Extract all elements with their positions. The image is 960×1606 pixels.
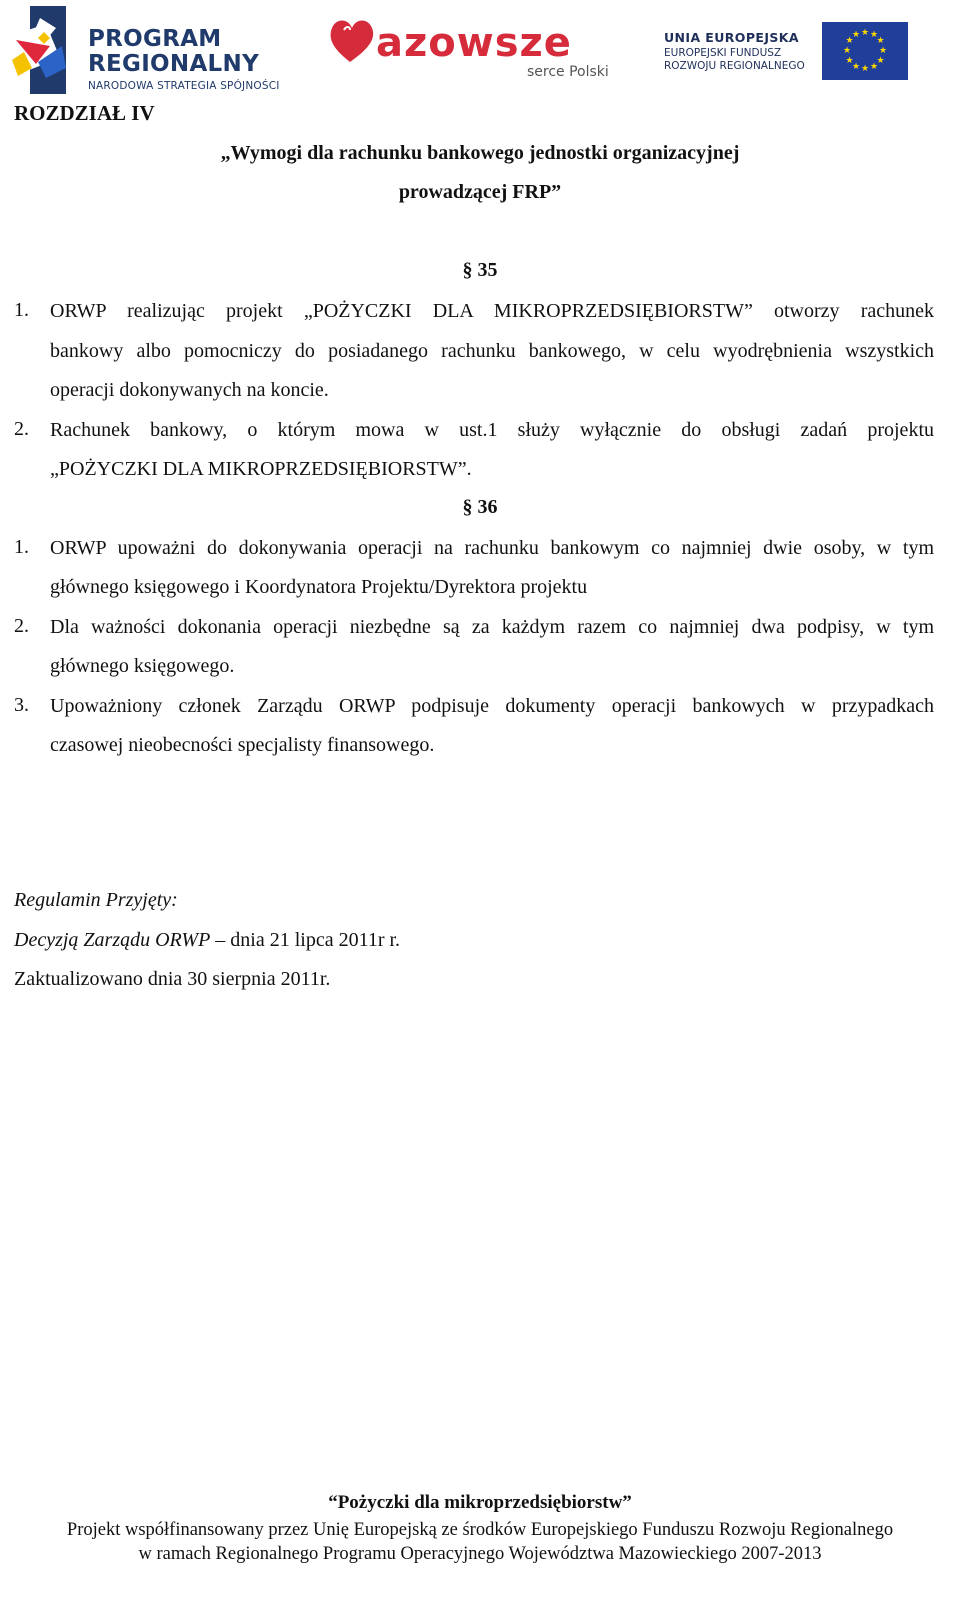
adoption-label: Regulamin Przyjęty: [14,889,178,911]
paragraph-line: „POŻYCZKI DLA MIKROPRZEDSIĘBIORSTW”. [50,458,472,480]
program-logo-line1: PROGRAM [88,26,222,52]
paragraph-line: głównego księgowego. [50,655,235,677]
item-number: 2. [14,615,29,637]
eu-logo-text [664,30,805,73]
eu-logo-line3: ROZWOJU REGIONALNEGO [664,60,805,72]
chapter-title-line1: „Wymogi dla rachunku bankowego jednostki organizacyjnej [220,142,740,164]
footer-line1: Projekt współfinansowany przez Unię Europejską ze środków Europejskiego Funduszu Rozwoju Regionalnego [66,1520,894,1540]
footer-project-title: “Pożyczki dla mikroprzedsiębiorstw” [328,1492,632,1513]
eu-logo-line2: EUROPEJSKI FUNDUSZ [664,47,782,59]
svg-text:★: ★ [860,64,870,74]
svg-text:★: ★ [845,56,854,66]
item-number: 1. [14,299,29,321]
adoption-decision-italic: Decyzją Zarządu ORWP [14,929,211,951]
svg-text:★: ★ [876,56,885,66]
eu-flag-icon [822,22,908,80]
paragraph-line: czasowej nieobecności specjalisty finansowego. [50,734,435,756]
paragraph-line: Upoważniony członek Zarządu ORWP podpisuje dokumenty operacji bankowych w przypadkach [50,695,934,717]
section-sign-36: § 36 [462,496,498,518]
program-logo-line3: NARODOWA STRATEGIA SPÓJNOŚCI [88,80,280,92]
svg-text:★: ★ [860,28,870,38]
paragraph-line: bankowy albo pomocniczy do posiadanego rachunku bankowego, w celu wyodrębnienia wszystkich [50,340,934,362]
item-number: 1. [14,536,29,558]
item-number: 2. [14,418,29,440]
paragraph-line: Rachunek bankowy, o którym mowa w ust.1 służy wyłącznie do obsługi zadań projektu [50,419,934,441]
svg-text:★: ★ [869,30,879,40]
header-logo-bar [0,0,960,100]
eu-logo-line1: UNIA EUROPEJSKA [664,30,799,45]
svg-text:★: ★ [876,36,885,46]
chapter-title-line2: prowadzącej FRP” [398,181,562,203]
svg-text:★: ★ [842,46,852,56]
svg-text:azowsze: azowsze [376,20,572,66]
adoption-updated: Zaktualizowano dnia 30 sierpnia 2011r. [14,968,331,990]
mazowsze-logo [328,14,628,94]
adoption-decision-date: – dnia 21 lipca 2011r r. [210,929,401,951]
svg-text:★: ★ [851,62,861,72]
mazowsze-tagline: serce Polski [527,64,609,80]
paragraph-line: Dla ważności dokonania operacji niezbędne są za każdym razem co najmniej dwa podpisy, w tym [50,616,934,638]
chapter-heading: ROZDZIAŁ IV [14,101,155,125]
svg-text:★: ★ [851,30,861,40]
paragraph-line: ORWP upoważni do dokonywania operacji na rachunku bankowym co najmniej dwie osoby, w tym [50,537,934,559]
svg-text:★: ★ [869,62,879,72]
program-regionalny-emblem-icon [10,6,90,98]
paragraph-line: głównego księgowego i Koordynatora Projektu/Dyrektora projektu [50,576,588,598]
svg-text:★: ★ [845,36,854,46]
paragraph-line: ORWP realizując projekt „POŻYCZKI DLA MIKROPRZEDSIĘBIORSTW” otworzy rachunek [50,300,934,322]
paragraph-line: operacji dokonywanych na koncie. [50,379,329,401]
svg-text:★: ★ [878,46,888,56]
section-sign-35: § 35 [462,259,498,281]
program-regionalny-logo [10,6,290,98]
item-number: 3. [14,694,29,716]
adoption-decision [14,929,400,952]
program-logo-line2: REGIONALNY [88,51,260,77]
footer-line2: w ramach Regionalnego Programu Operacyjnego Województwa Mazowieckiego 2007-2013 [138,1544,822,1564]
